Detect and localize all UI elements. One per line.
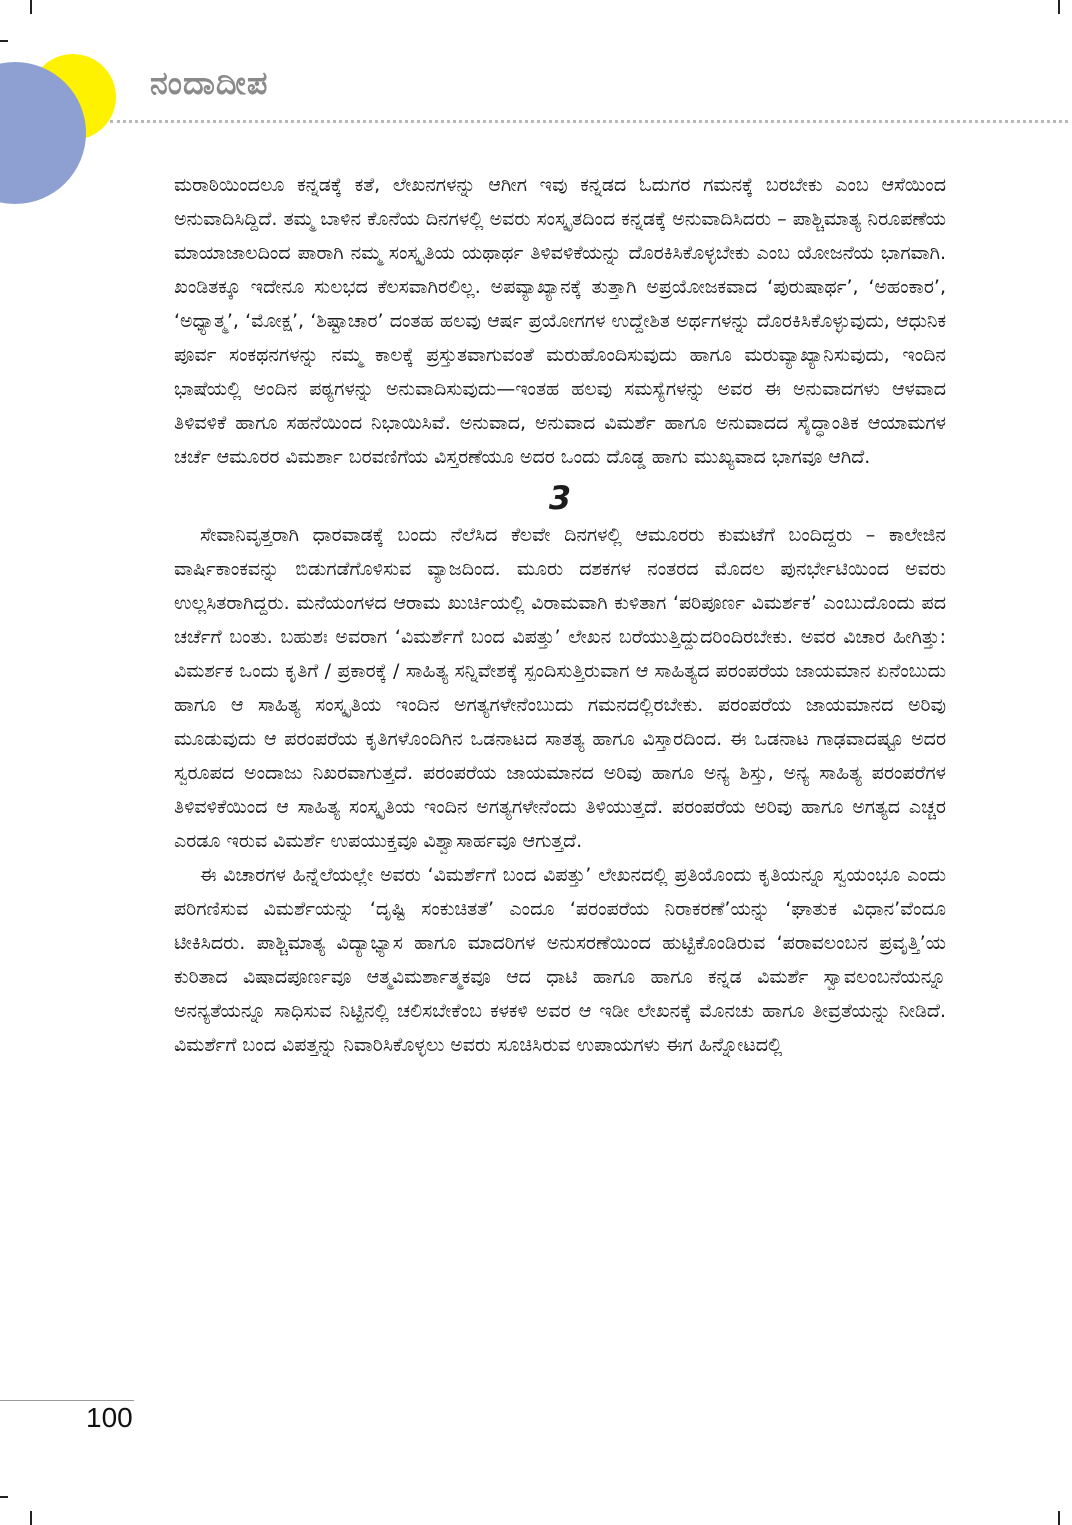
footer-rule <box>0 1400 134 1401</box>
main-text-column <box>174 168 946 1062</box>
paragraph: ಸೇವಾನಿವೃತ್ತರಾಗಿ ಧಾರವಾಡಕ್ಕೆ ಬಂದು ನೆಲೆಸಿದ ಕೆಲವೇ ದಿನಗಳಲ್ಲಿ ಆಮೂರರು ಕುಮಟೆಗೆ ಬಂದಿದ್ದರು – ಕಾಲೇಜಿನ ವಾರ್ಷಿಕಾಂಕವನ್ನು ಬಿಡುಗಡೆಗೊಳಿಸುವ ವ್ಯಾಜದಿಂದ. ಮೂರು ದಶಕಗಳ ನಂತರದ ಮೊದಲ ಪುನರ್ಭೇಟಿಯಿಂದ ಅವರು ಉಲ್ಲಸಿತರಾಗಿದ್ದರು. ಮನೆಯಂಗಳದ ಆರಾಮ ಖುರ್ಚಿಯಲ್ಲಿ ವಿರಾಮವಾಗಿ ಕುಳಿತಾಗ ‘ಪರಿಪೂರ್ಣ ವಿಮರ್ಶಕ’ ಎಂಬುದೊಂದು ಪದ ಚರ್ಚೆಗೆ ಬಂತು. ಬಹುಶಃ ಅವರಾಗ ‘ವಿಮರ್ಶೆಗೆ ಬಂದ ವಿಪತ್ತು’ ಲೇಖನ ಬರೆಯುತ್ತಿದ್ದುದರಿಂದಿರಬೇಕು. ಅವರ ವಿಚಾರ ಹೀಗಿತ್ತು: ವಿಮರ್ಶಕ ಒಂದು ಕೃತಿಗೆ / ಪ್ರಕಾರಕ್ಕೆ / ಸಾಹಿತ್ಯ ಸನ್ನಿವೇಶಕ್ಕೆ ಸ್ಪಂದಿಸುತ್ತಿರುವಾಗ ಆ ಸಾಹಿತ್ಯದ ಪರಂಪರೆಯ ಜಾಯಮಾನ ಏನೆಂಬುದು ಹಾಗೂ ಆ ಸಾಹಿತ್ಯ ಸಂಸ್ಕೃತಿಯ ಇಂದಿನ ಅಗತ್ಯಗಳೇನೆಂಬುದು ಗಮನದಲ್ಲಿರಬೇಕು. ಪರಂಪರೆಯ ಜಾಯಮಾನದ ಅರಿವು ಮೂಡುವುದು ಆ ಪರಂಪರೆಯ ಕೃತಿಗಳೊಂದಿಗಿನ ಒಡನಾಟದ ಸಾತತ್ಯ ಹಾಗೂ ವಿಸ್ತಾರದಿಂದ. ಈ ಒಡನಾಟ ಗಾಢವಾದಷ್ಟೂ ಅದರ ಸ್ವರೂಪದ ಅಂದಾಜು ನಿಖರವಾಗುತ್ತದೆ. ಪರಂಪರೆಯ ಜಾಯಮಾನದ ಅರಿವು ಹಾಗೂ ಅನ್ಯ ಶಿಸ್ತು, ಅನ್ಯ ಸಾಹಿತ್ಯ ಪರಂಪರೆಗಳ ತಿಳಿವಳಿಕೆಯಿಂದ ಆ ಸಾಹಿತ್ಯ ಸಂಸ್ಕೃತಿಯ ಇಂದಿನ ಅಗತ್ಯಗಳೇನೆಂದು ತಿಳಿಯುತ್ತದೆ. ಪರಂಪರೆಯ ಅರಿವು ಹಾಗೂ ಅಗತ್ಯದ ಎಚ್ಚರ ಎರಡೂ ಇರುವ ವಿಮರ್ಶೆ ಉಪಯುಕ್ತವೂ ವಿಶ್ವಾಸಾರ್ಹವೂ ಆಗುತ್ತದೆ. <box>174 524 946 852</box>
crop-mark <box>0 40 8 42</box>
header-dotted-rule <box>110 120 1068 123</box>
section-number: 3 <box>548 479 572 517</box>
crop-mark <box>30 1511 32 1525</box>
paragraph: ಈ ವಿಚಾರಗಳ ಹಿನ್ನೆಲೆಯಲ್ಲೇ ಅವರು ‘ವಿಮರ್ಶೆಗೆ ಬಂದ ವಿಪತ್ತು’ ಲೇಖನದಲ್ಲಿ ಪ್ರತಿಯೊಂದು ಕೃತಿಯನ್ನೂ ಸ್ವಯಂಭೂ ಎಂದು ಪರಿಗಣಿಸುವ ವಿಮರ್ಶೆಯನ್ನು ‘ದೃಷ್ಟಿ ಸಂಕುಚಿತತೆ’ ಎಂದೂ ‘ಪರಂಪರೆಯ ನಿರಾಕರಣೆ’ಯನ್ನು ‘ಘಾತುಕ ವಿಧಾನ’ವೆಂದೂ ಟೀಕಿಸಿದರು. ಪಾಶ್ಚಿಮಾತ್ಯ ವಿದ್ಯಾಭ್ಯಾಸ ಹಾಗೂ ಮಾದರಿಗಳ ಅನುಸರಣೆಯಿಂದ ಹುಟ್ಟಿಕೊಂಡಿರುವ ‘ಪರಾವಲಂಬನ ಪ್ರವೃತ್ತಿ’ಯ ಕುರಿತಾದ ವಿಷಾದಪೂರ್ಣವೂ ಆತ್ಮವಿಮರ್ಶಾತ್ಮಕವೂ ಆದ ಧಾಟಿ ಹಾಗೂ ಹಾಗೂ ಕನ್ನಡ ವಿಮರ್ಶೆ ಸ್ವಾವಲಂಬನೆಯನ್ನೂ ಅನನ್ಯತೆಯನ್ನೂ ಸಾಧಿಸುವ ನಿಟ್ಟಿನಲ್ಲಿ ಚಲಿಸಬೇಕೆಂಬ ಕಳಕಳಿ ಅವರ ಆ ಇಡೀ ಲೇಖನಕ್ಕೆ ಮೊನಚು ಹಾಗೂ ತೀವ್ರತೆಯನ್ನು ನೀಡಿದೆ. ವಿಮರ್ಶೆಗೆ ಬಂದ ವಿಪತ್ತನ್ನು ನಿವಾರಿಸಿಕೊಳ್ಳಲು ಅವರು ಸೂಚಿಸಿರುವ ಉಪಾಯಗಳು ಈಗ ಹಿನ್ನೋಟದಲ್ಲಿ <box>174 864 946 1056</box>
page-number: 100 <box>86 1402 133 1433</box>
crop-mark <box>1058 0 1060 14</box>
running-head: ನಂದಾದೀಪ <box>150 64 269 102</box>
crop-mark <box>0 1496 8 1498</box>
crop-mark <box>1058 1511 1060 1525</box>
crop-mark <box>30 0 32 14</box>
paragraph: ಮರಾಠಿಯಿಂದಲೂ ಕನ್ನಡಕ್ಕೆ ಕತೆ, ಲೇಖನಗಳನ್ನು ಆಗೀಗ ಇವು ಕನ್ನಡದ ಓದುಗರ ಗಮನಕ್ಕೆ ಬರಬೇಕು ಎಂಬ ಆಸೆಯಿಂದ ಅನುವಾದಿಸಿದ್ದಿದೆ. ತಮ್ಮ ಬಾಳಿನ ಕೊನೆಯ ದಿನಗಳಲ್ಲಿ ಅವರು ಸಂಸ್ಕೃತದಿಂದ ಕನ್ನಡಕ್ಕೆ ಅನುವಾದಿಸಿದರು – ಪಾಶ್ಚಿಮಾತ್ಯ ನಿರೂಪಣೆಯ ಮಾಯಾಜಾಲದಿಂದ ಪಾರಾಗಿ ನಮ್ಮ ಸಂಸ್ಕೃತಿಯ ಯಥಾರ್ಥ ತಿಳಿವಳಿಕೆಯನ್ನು ದೊರಕಿಸಿಕೊಳ್ಳಬೇಕು ಎಂಬ ಯೋಜನೆಯ ಭಾಗವಾಗಿ. ಖಂಡಿತಕ್ಕೂ ಇದೇನೂ ಸುಲಭದ ಕೆಲಸವಾಗಿರಲಿಲ್ಲ. ಅಪವ್ಯಾಖ್ಯಾನಕ್ಕೆ ತುತ್ತಾಗಿ ಅಪ್ರಯೋಜಕವಾದ ‘ಪುರುಷಾರ್ಥ’, ‘ಅಹಂಕಾರ’, ‘ಅಧ್ಯಾತ್ಮ’, ‘ಮೋಕ್ಷ’, ‘ಶಿಷ್ಟಾಚಾರ’ ದಂತಹ ಹಲವು ಆರ್ಷ ಪ್ರಯೋಗಗಳ ಉದ್ದೇಶಿತ ಅರ್ಥಗಳನ್ನು ದೊರಕಿಸಿಕೊಳ್ಳುವುದು, ಆಧುನಿಕ ಪೂರ್ವ ಸಂಕಥನಗಳನ್ನು ನಮ್ಮ ಕಾಲಕ್ಕೆ ಪ್ರಸ್ತುತವಾಗುವಂತೆ ಮರುಹೊಂದಿಸುವುದು ಹಾಗೂ ಮರುವ್ಯಾಖ್ಯಾನಿಸುವುದು, ಇಂದಿನ ಭಾಷೆಯಲ್ಲಿ ಅಂದಿನ ಪಠ್ಯಗಳನ್ನು ಅನುವಾದಿಸುವುದು—ಇಂತಹ ಹಲವು ಸಮಸ್ಯೆಗಳನ್ನು ಅವರ ಈ ಅನುವಾದಗಳು ಆಳವಾದ ತಿಳಿವಳಿಕೆ ಹಾಗೂ ಸಹನೆಯಿಂದ ನಿಭಾಯಿಸಿವೆ. ಅನುವಾದ, ಅನುವಾದ ವಿಮರ್ಶೆ ಹಾಗೂ ಅನುವಾದದ ಸೈದ್ಧಾಂತಿಕ ಆಯಾಮಗಳ ಚರ್ಚೆ ಆಮೂರರ ವಿಮರ್ಶಾ ಬರವಣಿಗೆಯ ವಿಸ್ತರಣೆಯೂ ಅದರ ಒಂದು ದೊಡ್ಡ ಹಾಗು ಮುಖ್ಯವಾದ ಭಾಗವೂ ಆಗಿದೆ. <box>174 174 946 468</box>
